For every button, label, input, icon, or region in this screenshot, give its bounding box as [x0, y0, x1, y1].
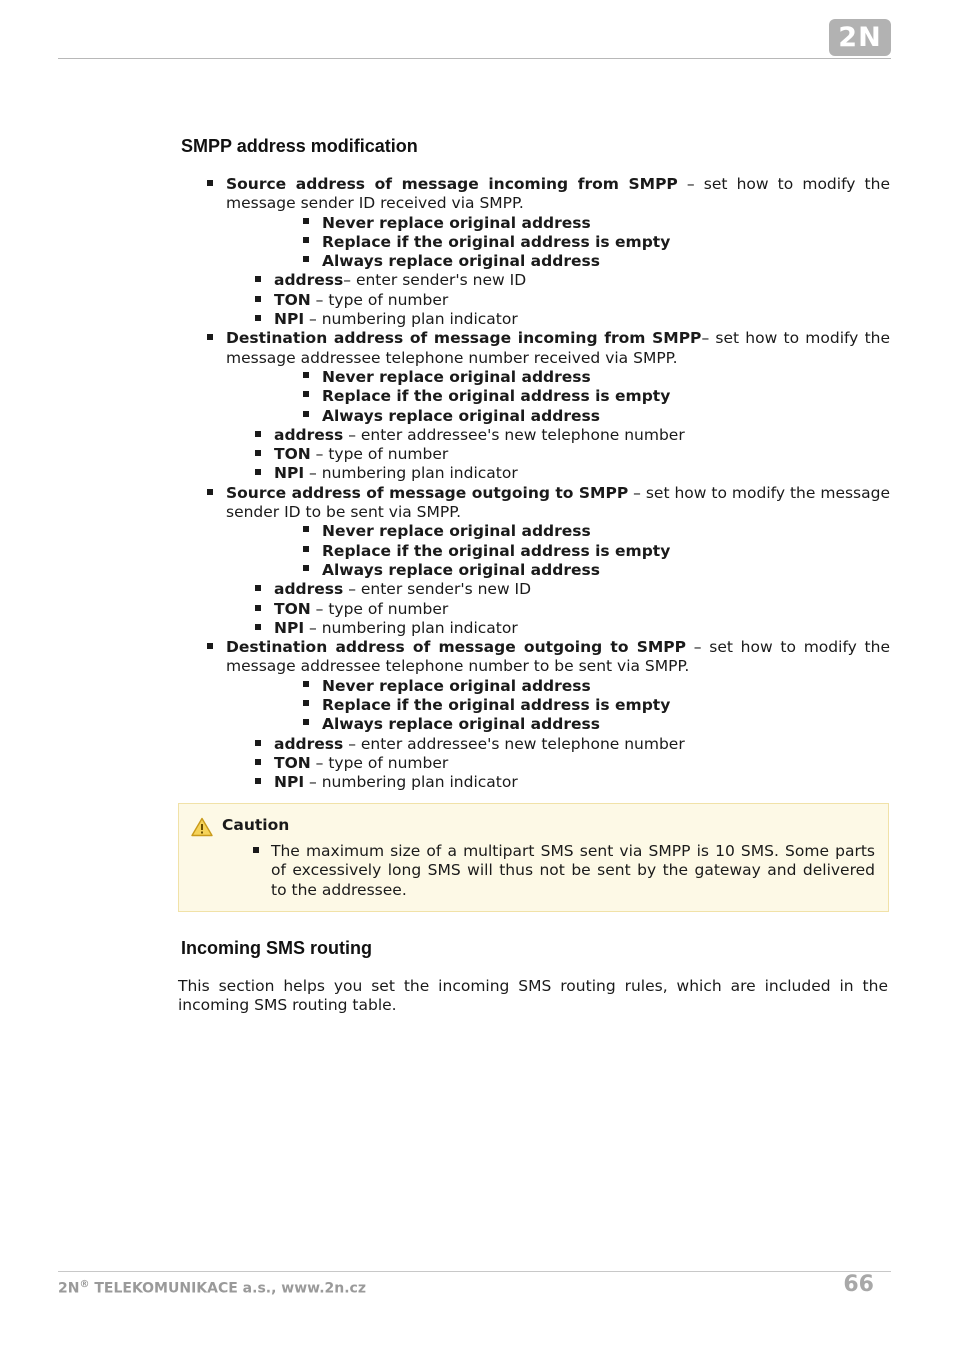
bullet-icon — [255, 450, 261, 456]
bullet-icon — [303, 526, 309, 532]
bullet-icon — [207, 643, 213, 649]
field-item: NPI – numbering plan indicator — [178, 310, 890, 329]
field-item: TON – type of number — [178, 291, 890, 310]
bullet-icon — [207, 180, 213, 186]
option-item: Never replace original address — [178, 522, 890, 541]
option-item: Replace if the original address is empty — [178, 233, 890, 252]
incoming-paragraph: This section helps you set the incoming SMS routing rules, which are included in the incoming SMS routing table. — [178, 977, 888, 1015]
section-heading-smpp: SMPP address modification — [181, 136, 418, 156]
list-item: Destination address of message incoming from SMPP– set how to modify the message addressee telephone number received via SMPP. — [178, 329, 890, 368]
list-item: Source address of message incoming from SMPP – set how to modify the message sender ID received via SMPP. — [178, 175, 890, 214]
field-item: NPI – numbering plan indicator — [178, 464, 890, 483]
field-item: TON – type of number — [178, 600, 890, 619]
brand-logo: 2N — [829, 19, 891, 56]
option-item: Always replace original address — [178, 561, 890, 580]
caution-text: The maximum size of a multipart SMS sent via SMPP is 10 SMS. Some parts of excessively long SMS will thus not be sent by the gateway and delivered to the addressee. — [271, 842, 875, 899]
bullet-icon — [207, 489, 213, 495]
option-item: Replace if the original address is empty — [178, 542, 890, 561]
smpp-options-list — [178, 175, 890, 793]
field-item: address– enter sender's new ID — [178, 271, 890, 290]
bullet-icon — [255, 605, 261, 611]
field-item: TON – type of number — [178, 445, 890, 464]
bullet-icon — [207, 334, 213, 340]
bullet-icon — [303, 546, 309, 552]
warning-icon — [191, 817, 213, 837]
bullet-icon — [255, 431, 261, 437]
bullet-icon — [303, 411, 309, 417]
bullet-icon — [303, 256, 309, 262]
bullet-icon — [255, 315, 261, 321]
footer-divider — [58, 1271, 891, 1272]
option-item: Replace if the original address is empty — [178, 696, 890, 715]
bullet-icon — [303, 719, 309, 725]
bullet-icon — [303, 391, 309, 397]
field-item: TON – type of number — [178, 754, 890, 773]
option-item: Always replace original address — [178, 252, 890, 271]
option-item: Always replace original address — [178, 407, 890, 426]
bullet-icon — [303, 237, 309, 243]
bullet-icon — [303, 372, 309, 378]
bullet-icon — [303, 565, 309, 571]
bullet-icon — [303, 700, 309, 706]
bullet-icon — [255, 585, 261, 591]
header-divider — [58, 58, 891, 59]
field-item: address – enter addressee's new telephone number — [178, 426, 890, 445]
caution-box — [178, 803, 889, 912]
section-heading-incoming: Incoming SMS routing — [181, 938, 372, 958]
footer-company: 2N® TELEKOMUNIKACE a.s., www.2n.cz — [58, 1279, 366, 1297]
bullet-icon — [255, 759, 261, 765]
bullet-icon — [255, 469, 261, 475]
bullet-icon — [255, 778, 261, 784]
list-item: Destination address of message outgoing to SMPP – set how to modify the message addressee telephone number to be sent via SMPP. — [178, 638, 890, 677]
bullet-icon — [255, 276, 261, 282]
option-item: Always replace original address — [178, 715, 890, 734]
option-item: Replace if the original address is empty — [178, 387, 890, 406]
bullet-icon — [255, 296, 261, 302]
field-item: NPI – numbering plan indicator — [178, 773, 890, 792]
field-item: address – enter sender's new ID — [178, 580, 890, 599]
bullet-icon — [255, 740, 261, 746]
field-item: address – enter addressee's new telephone number — [178, 735, 890, 754]
option-item: Never replace original address — [178, 368, 890, 387]
bullet-icon — [253, 847, 259, 853]
list-item: Source address of message outgoing to SMPP – set how to modify the message sender ID to be sent via SMPP. — [178, 484, 890, 523]
bullet-icon — [255, 624, 261, 630]
caution-title: Caution — [222, 816, 290, 834]
page-number: 66 — [843, 1272, 874, 1297]
field-item: NPI – numbering plan indicator — [178, 619, 890, 638]
option-item: Never replace original address — [178, 214, 890, 233]
option-item: Never replace original address — [178, 677, 890, 696]
bullet-icon — [303, 218, 309, 224]
bullet-icon — [303, 681, 309, 687]
